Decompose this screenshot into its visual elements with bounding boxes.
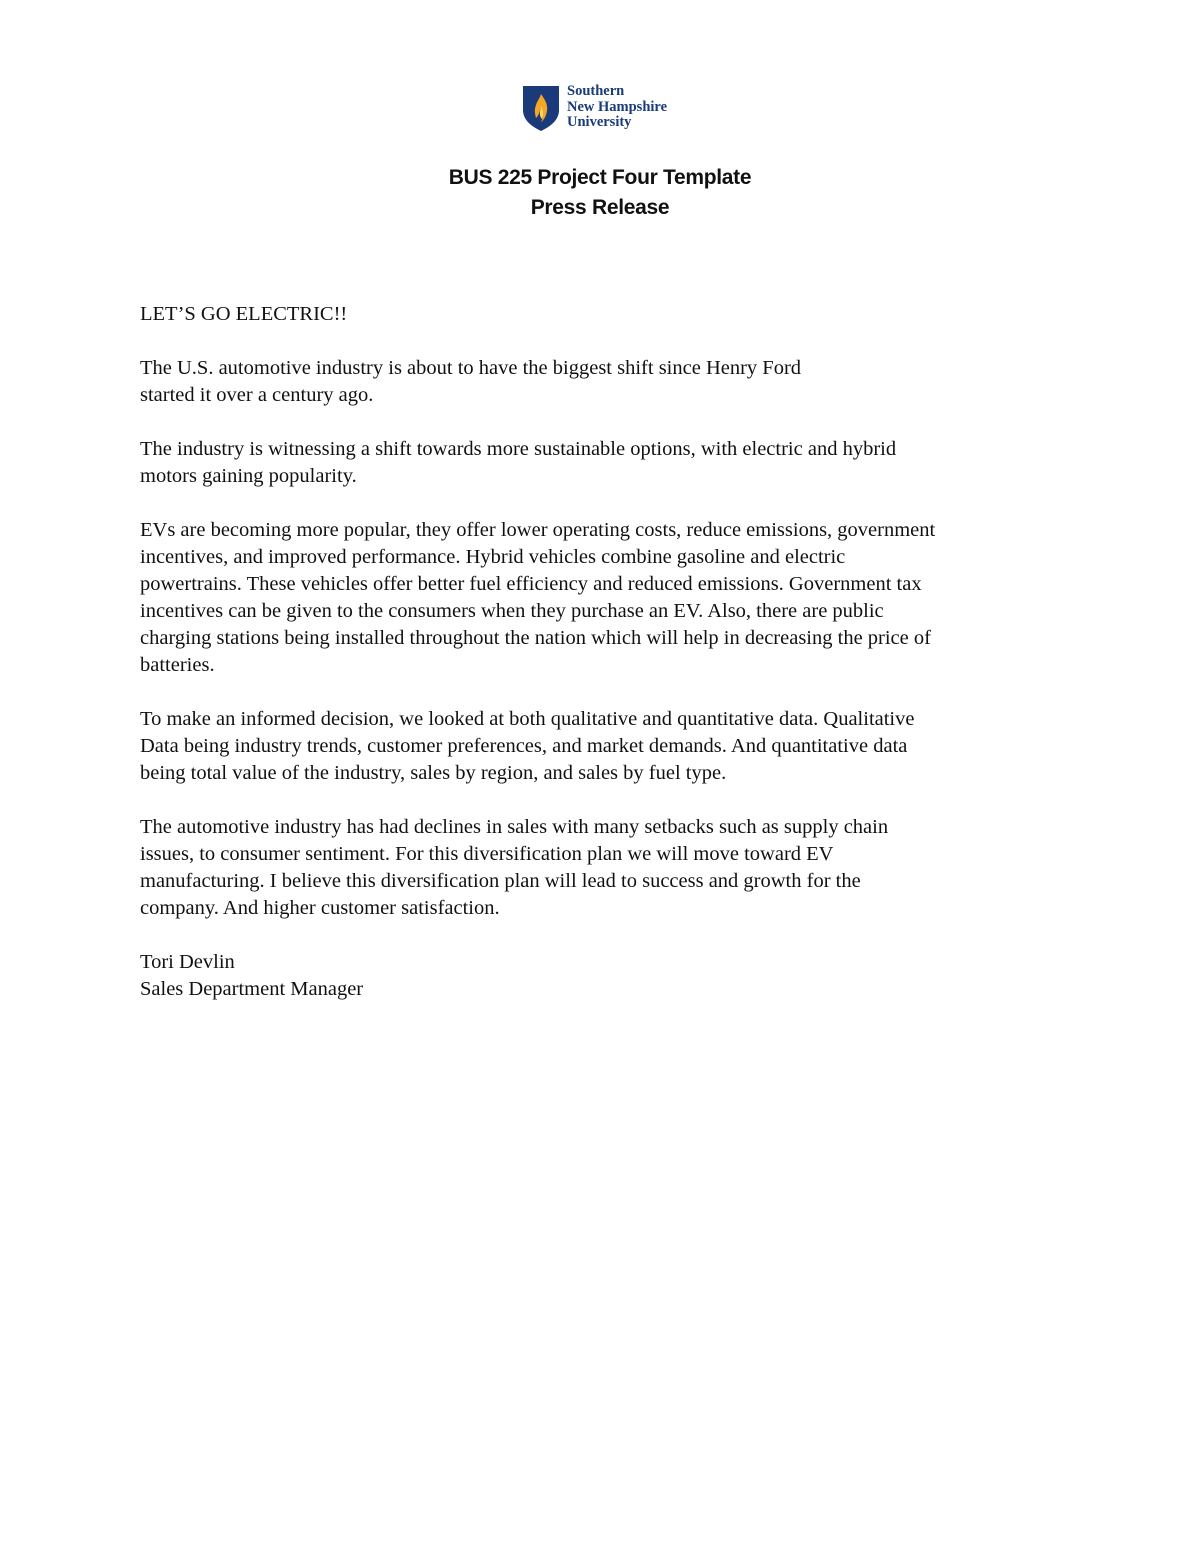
signature-title: Sales Department Manager: [140, 978, 364, 1000]
shield-flame-icon: [521, 84, 561, 132]
paragraph-2: The industry is witnessing a shift towards more sustainable options, with electric and hybrid motors gaining popularity.: [140, 438, 897, 487]
logo-line-3: University: [567, 114, 632, 130]
logo-line-1: Southern: [567, 83, 625, 99]
headline: LET’S GO ELECTRIC!!: [140, 303, 348, 325]
paragraph-3: EVs are becoming more popular, they offer lower operating costs, reduce emissions, government incentives, and improved performance. Hybrid vehicles combine gasoline and electric powertrains. These vehicles offer better fuel efficiency and reduced emissions. Government tax incentives can be given to the consumers when they purchase an EV. Also, there are public charging stations being installed throughout the nation which will help in decreasing the price of batteries.: [140, 519, 936, 676]
paragraph-1: The U.S. automotive industry is about to have the biggest shift since Henry Ford started it over a century ago.: [140, 357, 802, 406]
paragraph-4: To make an informed decision, we looked at both qualitative and quantitative data. Qualitative Data being industry trends, customer preferences, and market demands. And quantitative data being total value of the industry, sales by region, and sales by fuel type.: [140, 708, 915, 784]
logo-line-2: New Hampshire: [567, 98, 668, 115]
logo-wordmark: [567, 84, 667, 131]
document-title: BUS 225 Project Four Template: [448, 166, 752, 189]
signature-name: Tori Devlin: [140, 951, 235, 973]
press-release-body: [140, 301, 1060, 1003]
document-subtitle: Press Release: [530, 196, 670, 219]
paragraph-5: The automotive industry has had declines in sales with many setbacks such as supply chain issues, to consumer sentiment. For this diversification plan we will move toward EV manufacturing. I believe this diversification plan will lead to success and growth for the company. And higher customer satisfaction.: [140, 816, 889, 919]
university-logo: [521, 84, 691, 132]
